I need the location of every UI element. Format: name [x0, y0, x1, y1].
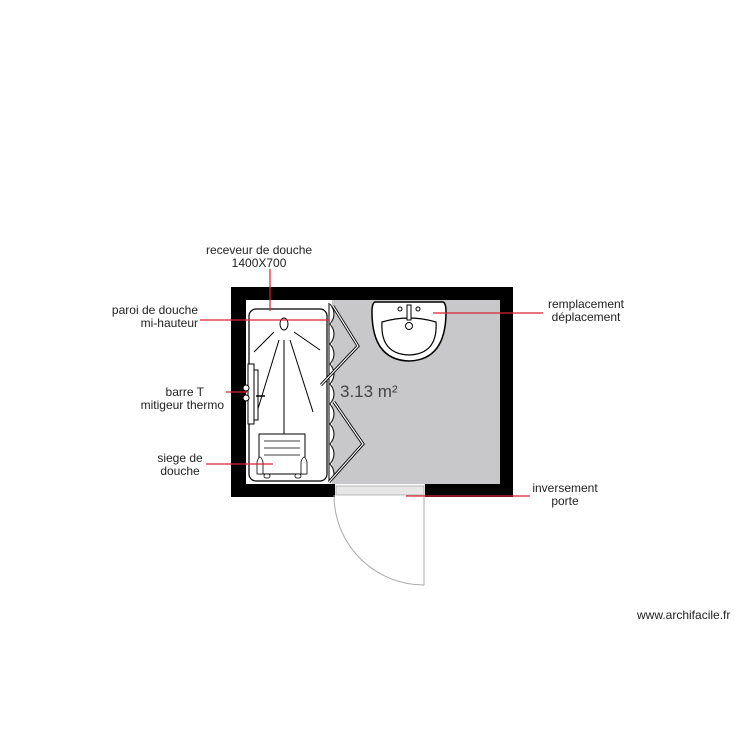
annotation-text: porte [551, 494, 579, 508]
annotation-text: paroi de douche [111, 303, 198, 317]
annotation-text: siege de [157, 451, 203, 465]
annotation-shower-tray [206, 244, 312, 270]
annotation-door [528, 482, 602, 508]
credit-link[interactable]: www.archifacile.fr [637, 608, 731, 622]
annotation-sink [543, 298, 629, 324]
shower-seat [257, 434, 307, 478]
room-area-label: 3.13 m² [340, 382, 398, 401]
annotation-grab-bar [120, 386, 224, 412]
annotation-text: déplacement [551, 310, 621, 324]
annotation-text: remplacement [547, 297, 625, 311]
annotation-text: douche [160, 464, 200, 478]
annotation-text: inversement [532, 481, 598, 495]
annotation-text: barre T [165, 385, 204, 399]
annotation-shower-wall [110, 304, 198, 330]
annotation-text: mi-hauteur [140, 316, 198, 330]
door-swing-arc [334, 495, 424, 585]
door-threshold [336, 486, 424, 495]
annotation-text: mitigeur thermo [140, 398, 224, 412]
annotation-shower-seat [150, 452, 210, 478]
annotation-text: 1400X700 [231, 256, 287, 270]
annotation-text: receveur de douche [206, 243, 313, 257]
